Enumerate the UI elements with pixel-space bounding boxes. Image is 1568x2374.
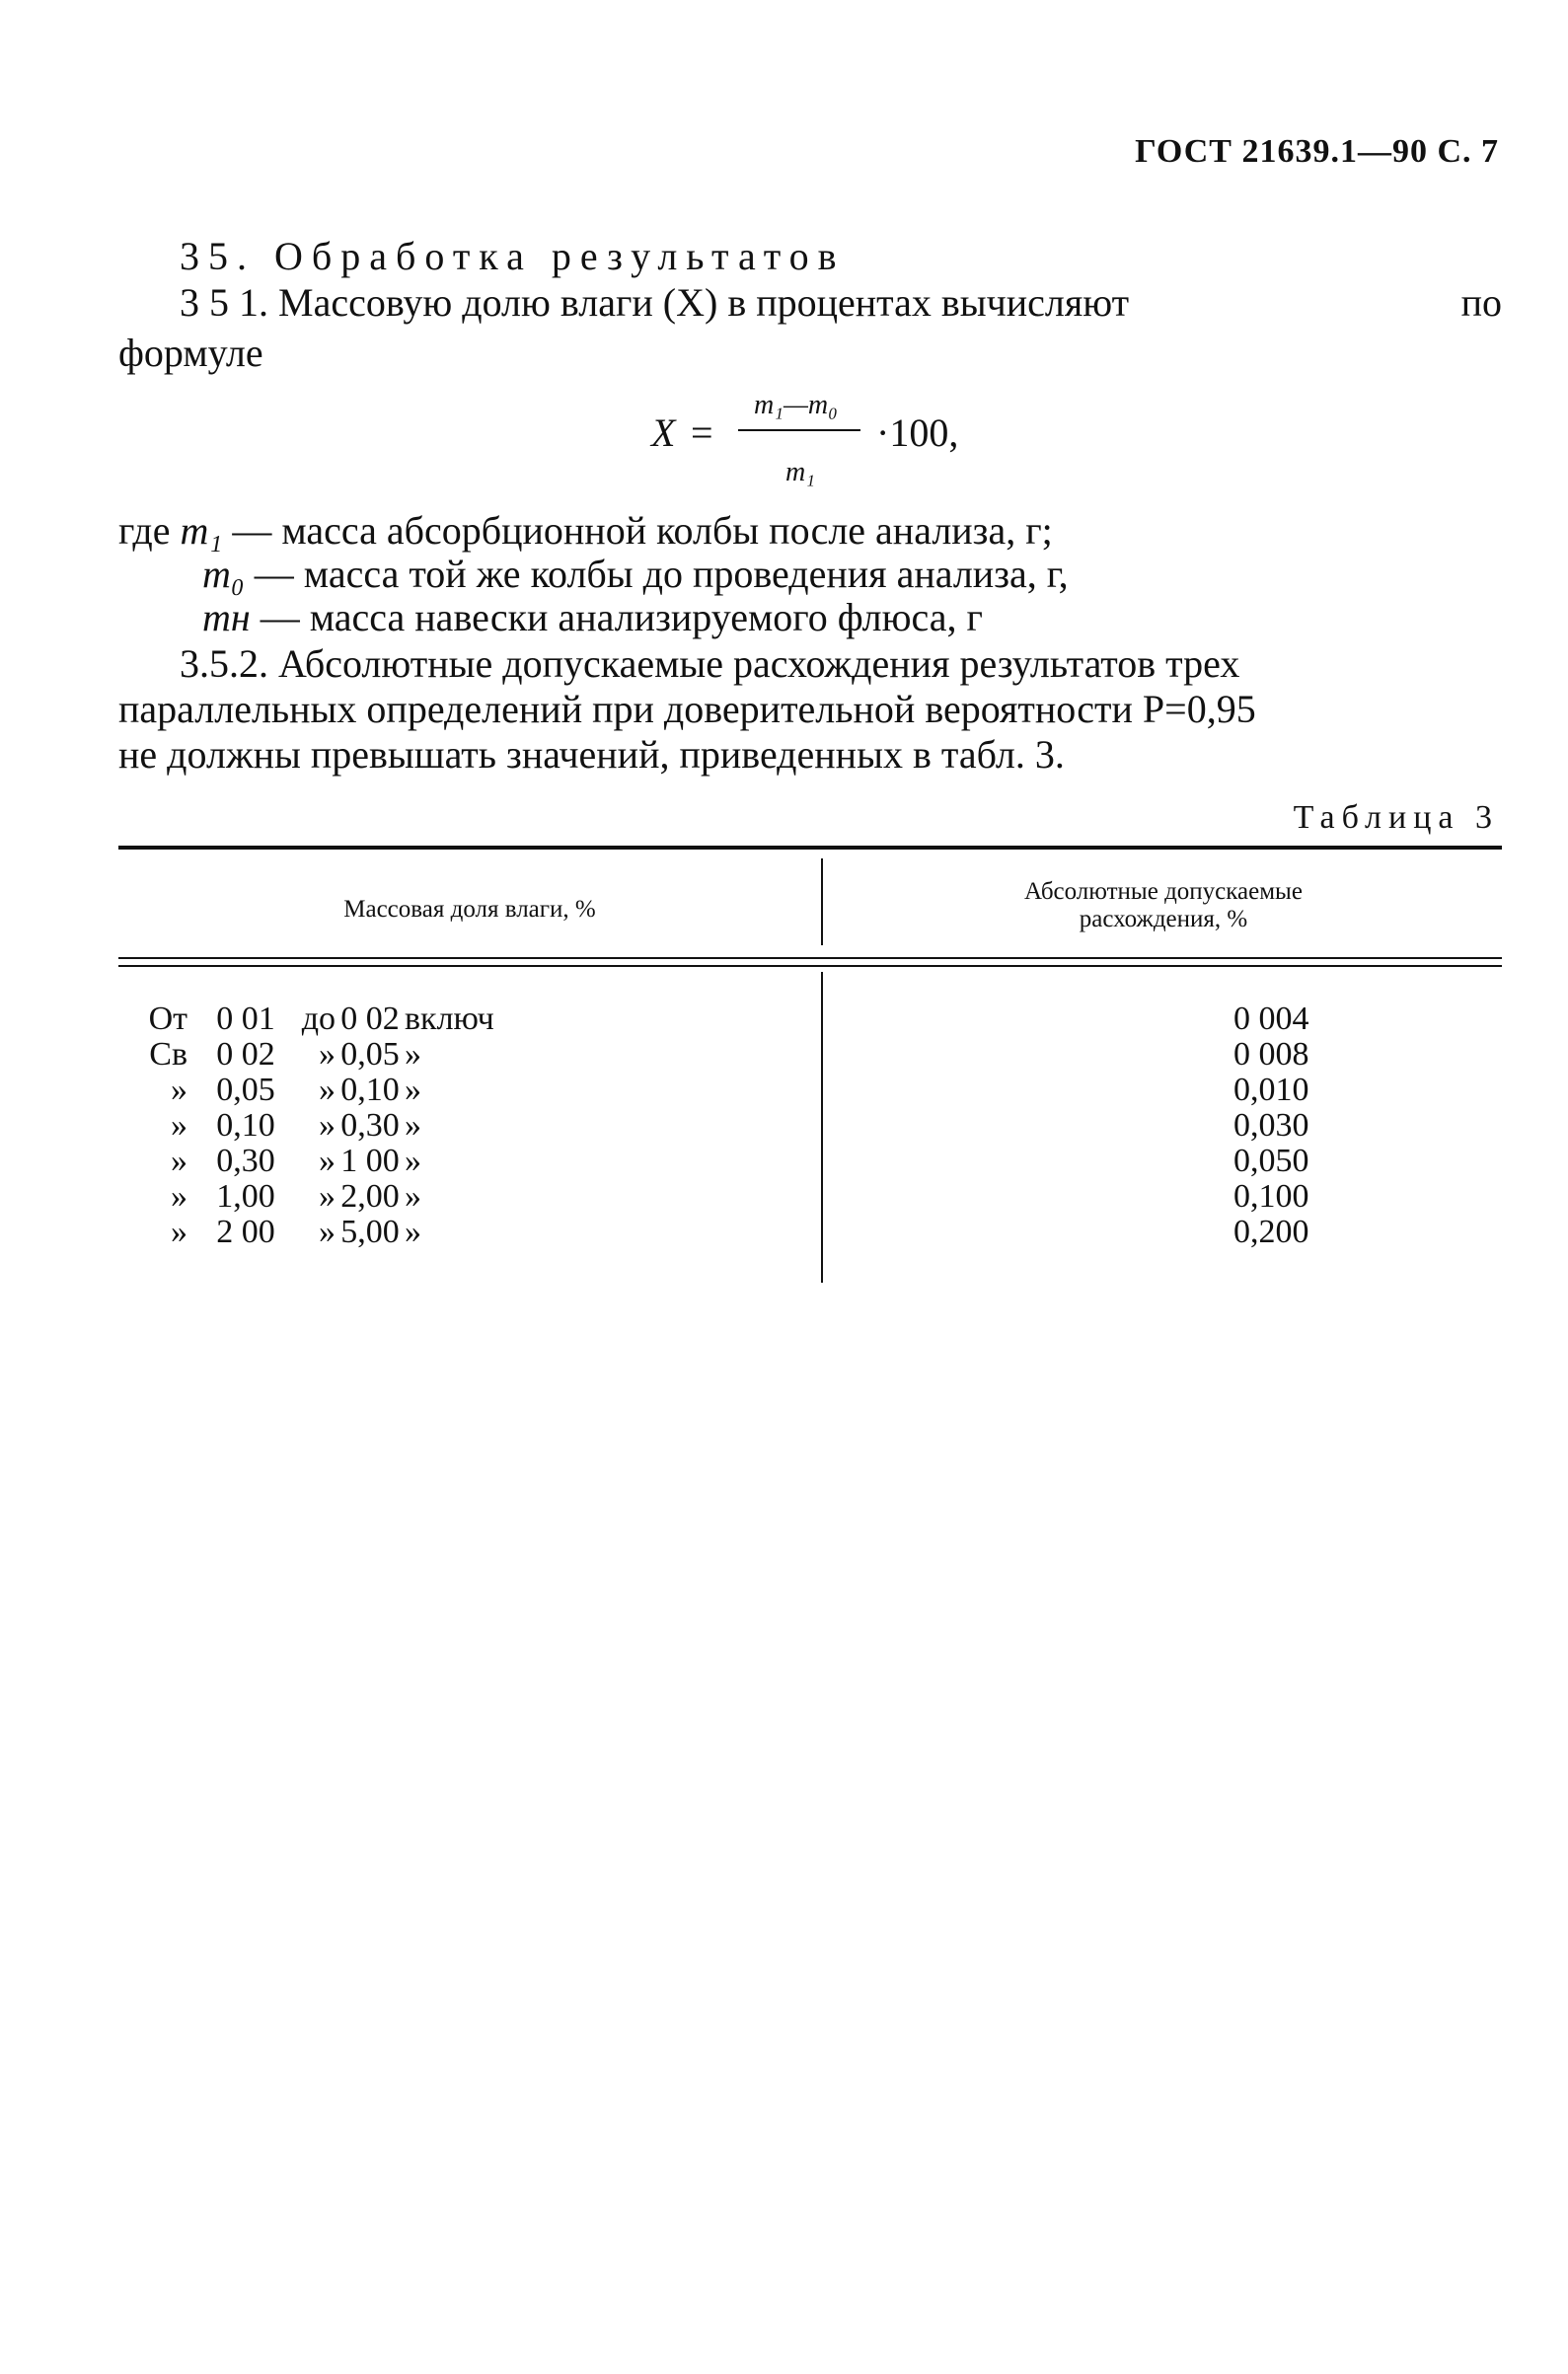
moisture-formula [651,390,1026,498]
table-header-moisture: Массовая доля влаги, % [343,896,596,923]
tolerance-value: 0,100 [1233,1178,1309,1215]
range-prefix: » [171,1072,187,1108]
tolerance-value: 0,010 [1233,1072,1309,1108]
range-suffix: » [405,1178,421,1215]
table-caption: Таблица 3 [1293,799,1499,836]
range-to: 1 00 [340,1143,400,1179]
table-top-rule [118,846,1502,850]
paragraph-3-5-2-line3: не должны превышать значений, приведенных в табл. 3. [118,732,1065,777]
range-sep: » [319,1036,336,1073]
range-prefix: » [171,1143,187,1179]
range-prefix: Св [149,1036,187,1073]
range-sep: » [319,1072,336,1108]
table-row [118,1215,1502,1250]
range-suffix: » [405,1072,421,1108]
definition-text: — масса той же колбы до проведения анализа, г, [254,552,1069,596]
table-row [118,1037,1502,1073]
tolerance-value: 0,050 [1233,1143,1309,1179]
range-prefix: » [171,1107,187,1144]
range-prefix: » [171,1214,187,1250]
paragraph-3-5-1 [180,280,1502,325]
definition-text: — масса абсорбционной колбы после анализа, г; [232,508,1053,553]
range-suffix: » [405,1143,421,1179]
table-row [118,1108,1502,1144]
range-to: 5,00 [340,1214,400,1250]
definition-m0 [202,552,1069,596]
table-row [118,1144,1502,1179]
range-sep: » [319,1178,336,1215]
section-title: 35. Обработка результатов [180,234,846,278]
formula-numerator: m₁—m₀ [754,390,838,420]
range-suffix: » [405,1214,421,1250]
formula-multiplier: ·100, [876,410,959,455]
definition-symbol: m₁ [180,508,223,553]
range-prefix: » [171,1178,187,1215]
table-header-tolerance [823,878,1504,933]
formula-lhs: X [651,410,676,455]
definition-symbol: mн [202,595,251,639]
definition-symbol: m₀ [202,552,245,596]
paragraph-3-5-1-line2: формуле [118,331,263,375]
table-header-rule-double [118,965,1502,967]
tolerance-value: 0,200 [1233,1214,1309,1250]
range-sep: » [319,1107,336,1144]
range-from: 0 02 [216,1036,275,1073]
range-from: 0 01 [216,1001,275,1037]
range-to: 0,10 [340,1072,400,1108]
range-sep: » [319,1143,336,1179]
range-suffix: » [405,1107,421,1144]
range-from: 0,10 [216,1107,275,1144]
table-row [118,1073,1502,1108]
table-header-rule [118,957,1502,959]
range-to: 2,00 [340,1178,400,1215]
range-from: 0,05 [216,1072,275,1108]
formula-denominator: m₁ [785,457,815,487]
tolerance-value: 0,030 [1233,1107,1309,1144]
range-prefix: От [148,1001,187,1037]
paragraph-3-5-2-line2: параллельных определений при доверительной вероятности P=0,95 [118,687,1256,731]
paragraph-3-5-1-text: 3 5 1. Массовую долю влаги (X) в процентах вычисляют [180,280,1130,325]
paragraph-3-5-2-line1: 3.5.2. Абсолютные допускаемые расхождения результатов трех [180,641,1240,686]
range-from: 2 00 [216,1214,275,1250]
paragraph-3-5-1-end: по [1460,280,1502,325]
definition-mn [202,595,983,639]
range-from: 0,30 [216,1143,275,1179]
paragraph-3-5-2 [118,641,1500,778]
range-suffix: включ [405,1001,494,1037]
table-row [118,1179,1502,1215]
table-row [118,1002,1502,1037]
page-header: ГОСТ 21639.1—90 С. 7 [1135,133,1499,170]
definition-m1 [118,508,1053,553]
range-sep: » [319,1214,336,1250]
range-sep: до [301,1001,336,1037]
range-to: 0,30 [340,1107,400,1144]
tolerance-value: 0 004 [1233,1001,1309,1037]
definition-text: — масса навески анализируемого флюса, г [260,595,983,639]
table-header-tolerance-line2: расхождения, % [1079,906,1248,932]
table-header-tolerance-line1: Абсолютные допускаемые [1024,878,1303,905]
formula-equals: = [691,410,713,455]
range-to: 0 02 [340,1001,400,1037]
range-to: 0,05 [340,1036,400,1073]
range-from: 1,00 [216,1178,275,1215]
range-suffix: » [405,1036,421,1073]
fraction-bar [738,429,860,431]
tolerance-value: 0 008 [1233,1036,1309,1073]
definition-prefix: где [118,508,171,553]
